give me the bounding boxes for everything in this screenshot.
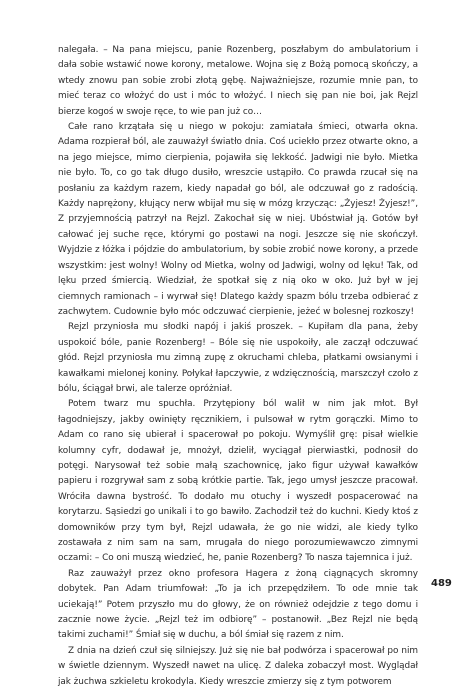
paragraph-2: Całe rano krzątała się u niego w pokoju: zamiatała śmieci, otwarła okna. Adama rozpierał ból, ale zauważył światło dnia. Coś uciekło przez otwarte okno, a na jego miejsce, mimo cierpienia, pojawiła się lekkość. Jadwigi nie było. Mietka nie było. To, co go tak długo dusiło, wreszcie ustąpiło. Co prawda rzucał się na posłaniu za każdym razem, kiedy napadał go ból, ale odczuwał go z radością. Każdy naprężony, kłujący nerw wbijał mu się w mózg krzycząc: „Żyjesz! Żyjesz!”, Z przyjemnością patrzył na Rejzl. Zakochał się w niej. Ubóstwiał ją. Gotów był całować jej suche ręce, którymi go postawi na nogi. Jeszcze się nie skończył. Wyjdzie z łóżka i pójdzie do ambulatorium, by sobie zrobić nowe korony, a przede wszystkim: jest wolny! Wolny od Mietka, wolny od Jadwigi, wolny od lęku! Tak, od lęku przed śmiercią. Wiedział, że spotkał się z nią oko w oko. Już był w jej ciemnych ramionach – i wyrwał się! Dlatego każdy spazm bólu trzeba odbierać z zachwytem. Cudownie było móc odczuwać cierpienie, jeżeć w bolesnej rozkoszy! [58, 122, 418, 317]
paragraph-5: Raz zauważył przez okno profesora Hagera z żoną ciągnących skromny dobytek. Pan Adam triumfował: „To ja ich przepędziłem. To ode mnie tak uciekają!” Potem przyszło mu do głowy, że on również odejdzie z tego domu i zacznie nowe życie. „Rejzl też im odbiorę” – postanowił. „Bez Rejzl nie będą takimi zuchami!” Śmiał się w duchu, a ból śmiał się razem z nim. [58, 568, 418, 641]
paragraph-6: Z dnia na dzień czuł się silniejszy. Już się nie bał podwórza i spacerował po nim w świetle dziennym. Wyszedł nawet na ulicę. Z daleka zobaczył most. Wyglądał jak żuchwa szkieletu krokodyla. Kiedy wreszcie zmierzy się z tym potworem [58, 645, 418, 687]
page-number: 489 [431, 578, 452, 589]
paragraph-1: nalegała. – Na pana miejscu, panie Rozenberg, poszłabym do ambulatorium i dała sobie wstawić nowe korony, metalowe. Wojna się z Bożą pomocą skończy, a wtedy znowu pan sobie zrobi złotą gębę. Najważniejsze, rozumie mnie pan, to mieć teraz co włożyć do ust i móc to włożyć. I niech się pan nie boi, jak Rejzl bierze kogoś w swoje ręce, to wie pan już co… [58, 45, 418, 117]
body-text [58, 43, 418, 690]
paragraph-3: Rejzl przyniosła mu słodki napój i jakiś proszek. – Kupiłam dla pana, żeby uspokoić bóle, panie Rozenberg! – Bóle się nie uspokoiły, ale zaczął odczuwać głód. Rejzl przyniosła mu zimną zupę z okruchami chleba, płatkami owsianymi i kawałkami mielonej koniny. Połykał łapczywie, z wdzięcznością, marszczył czoło z bólu, ściągał brwi, ale talerze opróżniał. [58, 322, 418, 394]
paragraph-4: Potem twarz mu spuchła. Przytępiony ból walił w nim jak młot. Był łagodniejszy, jakby owinięty ręcznikiem, i pulsował w rytm gorączki. Mimo to Adam co rano się ubierał i spacerował po pokoju. Wymyślił grę: pisał wielkie kolumny cyfr, dodawał je, mnożył, dzielił, wyciągał pierwiastki, podnosił do potęgi. Narysował też sobie małą szachownicę, jako figur używał kawałków papieru i rozgrywał sam z sobą krótkie partie. Tak, jego umysł jeszcze pracował. Wróciła dawna bystrość. To dodało mu otuchy i wyszedł pospacerować na korytarzu. Sąsiedzi go unikali i to go bawiło. Zachodził też do kuchni. Kiedy ktoś z domowników przy tym był, Rejzl udawała, że go nie widzi, ale kiedy tylko zostawała z nim sam na sam, mrugała do niego porozumiewawczo zimnymi oczami: – Co oni muszą wiedzieć, he, panie Rozenberg? To nasza tajemnica i już. [58, 399, 418, 564]
